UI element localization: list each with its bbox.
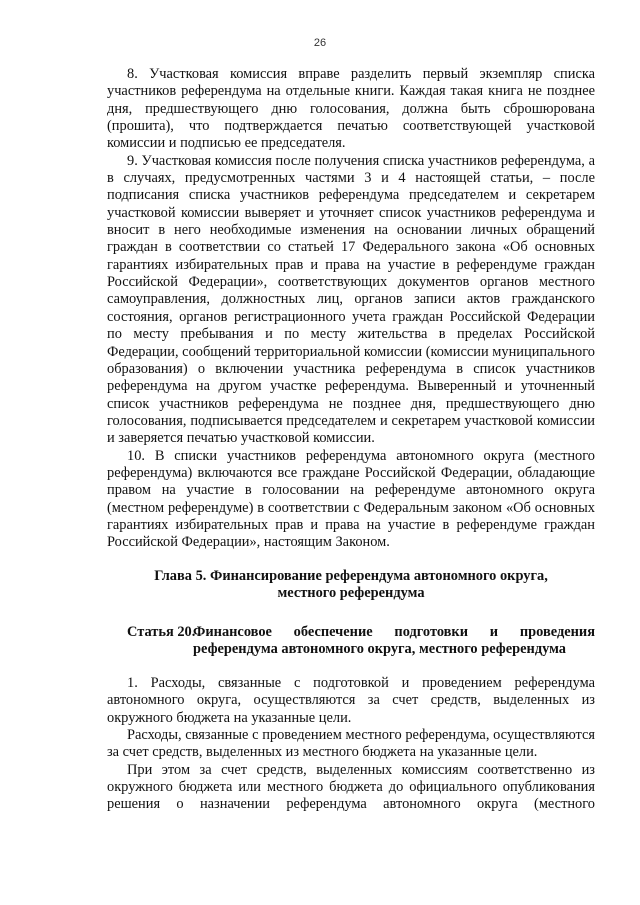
paragraph-part-8: 8. Участковая комиссия вправе разделить первый экземпляр списка участников референдума на отдельные книги. Каждая такая книга не позднее дня, предшествующего дню голосования, должна быть сброшюрована (прошита), что подтверждается печатью соответствующей участковой комиссии и подписью ее председателя. [107,66,595,152]
paragraph-part-9: 9. Участковая комиссия после получения списка участников референдума, а в случаях, предусмотренных частями 3 и 4 настоящей статьи, – после подписания списка участников референдума председателем и секретарем участковой комиссии выверяет и уточняет список участников референдума и вносит в него необходимые изменения на основании личных обращений граждан в соответствии со статьей 17 Федерального закона «Об основных гарантиях избирательных прав и права на участие в референдуме граждан Российской Федерации», соответствующих документов органов местного самоуправления, должностных лиц, органов записи актов гражданского состояния, органов регистрационного учета граждан Российской Федерации по месту пребывания и по месту жительства в пределах Российской Федерации, сообщений территориальной комиссии (комиссии муниципального образования) о включении участника референдума в список участников референдума на другом участке референдума. Выверенный и уточненный список участников референдума не позднее дня, предшествующего дню голосования, подписывается председателем и секретарем участковой комиссии и заверяется печатью участковой комиссии. [107,152,595,447]
page-number: 26 [313,37,327,49]
paragraph-part-10: 10. В списки участников референдума автономного округа (местного референдума) включаются все граждане Российской Федерации, обладающие правом на участие в голосовании на референдуме автономного округа (местном референдуме) в соответствии с Федеральным законом «Об основных гарантиях избирательных прав и права на участие в референдуме граждан Российской Федерации», настоящим Законом. [107,447,595,551]
document-body-lower [107,675,595,814]
chapter-heading [107,568,595,603]
paragraph-article-20-part-1: 1. Расходы, связанные с подготовкой и проведением референдума автономного округа, осуществляются за счет средств, выделенных из окружного бюджета на указанные цели. [107,675,595,726]
paragraph-article-20-local-expenses: Расходы, связанные с проведением местного референдума, осуществляются за счет средств, выделенных из местного бюджета на указанные цели. [107,727,595,761]
chapter-heading-line-1: Глава 5. Финансирование референдума автономного округа, [154,568,548,584]
article-title: Финансовое обеспечение подготовки и проведения референдума автономного округа, местного референдума [193,624,595,658]
article-heading [127,624,595,659]
paragraph-article-20-funds: При этом за счет средств, выделенных комиссиям соответственно из окружного бюджета или местного бюджета до официального опубликования решения о назначении референдума автономного округа (местного [107,761,595,813]
article-number: Статья 20. [127,624,196,640]
chapter-heading-line-2: местного референдума [277,585,425,602]
document-body-upper [107,66,595,552]
